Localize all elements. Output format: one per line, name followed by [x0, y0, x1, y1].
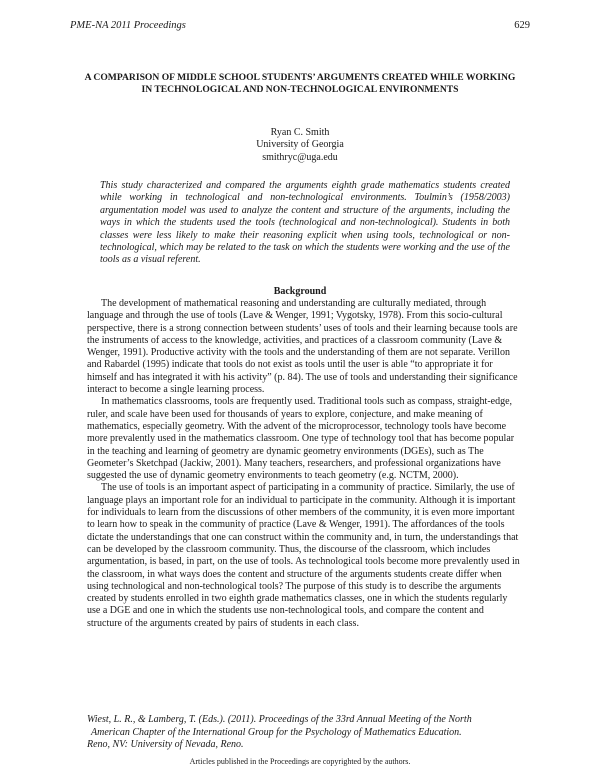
- citation-line: American Chapter of the International Group for the Psychology of Mathematics Education.: [91, 726, 462, 738]
- paragraph: The development of mathematical reasoning and understanding are culturally mediated, through language and through the use of tools (Lave & Wenger, 1991; Vygotsky, 1978). From this socio-cultural perspective, there is a strong connection between students’ uses of tools and their learning because tools are the instruments of access to the knowledge, activities, and practices of a classroom community (Lave & Wenger, 1991). Productive activity with the tools and the understanding of them are not separate. Verillon and Rabardel (1995) indicate that tools do not exist as tools until the user is able “to appropriate it for himself and has integrated it with his activity” (p. 84). The use of tools and understanding their significance interact to become a single learning process.: [87, 298, 518, 396]
- page-number: 629: [514, 20, 530, 31]
- copyright-footer: Articles published in the Proceedings are copyrighted by the authors.: [189, 757, 411, 766]
- body-text: [87, 298, 520, 630]
- proceedings-title: PME-NA 2011 Proceedings: [70, 20, 186, 31]
- author-name: Ryan C. Smith: [270, 127, 330, 138]
- author-affiliation: University of Georgia: [256, 139, 344, 151]
- paragraph: The use of tools is an important aspect of participating in a community of practice. Similarly, the use of language plays an important role for an individual to participate in the community. Although it is important for individuals to learn from the discussions of other members of the community, it is even more important to learn how to speak in the community of practice (Lave & Wenger, 1991). The affordances of the tools dictate the understandings that one can construct within the community and, in turn, the understandings that can be developed by the classroom community. Thus, the discourse of the classroom, which includes argumentation, is based, in part, on the use of tools. As technological tools become more prevalently used in the classroom, in what ways does the content and structure of the arguments students create differ when using technological and non-technological tools? The purpose of this study is to describe the arguments created by students enrolled in two eighth grade mathematics classes, one in which the students regularly use a DGE and one in which the students use non-technological tools, and compare the content and structure of the arguments created by pairs of students in each class.: [87, 482, 520, 629]
- section-heading: Background: [273, 286, 327, 297]
- author-block: [0, 127, 600, 164]
- running-header: [70, 20, 530, 34]
- citation-line: Reno, NV: University of Nevada, Reno.: [87, 739, 244, 750]
- citation: [87, 714, 520, 752]
- author-email: smithryc@uga.edu: [262, 151, 338, 163]
- abstract: This study characterized and compared the arguments eighth grade mathematics students created while working in technological and non-technological environments. Toulmin’s (1958/2003) argumentation model was used to analyze the content and structure of the arguments, including the ways in which the students used the tools (technological and non-technological). Students in both classes were less likely to make their reasoning explicit when using tools, technological or non-technological, which may be related to the task on which the students were working and the use of the tools as a visual referent.: [100, 180, 510, 266]
- paragraph: In mathematics classrooms, tools are frequently used. Traditional tools such as compass, straight-edge, ruler, and scale have been used for thousands of years to explore, conjecture, and make meaning of mathematics, especially geometry. With the advent of the microprocessor, technology tools have become more prevalently used in the mathematics classroom. One type of technology tool that has become popular in the teaching and learning of geometry are dynamic geometry environments (DGEs), such as The Geometer’s Sketchpad (Jackiw, 2001). Many teachers, researchers, and professional organizations have suggested the use of dynamic geometry environments to teach geometry (e.g. NCTM, 2000).: [87, 396, 515, 482]
- citation-line: Wiest, L. R., & Lamberg, T. (Eds.). (2011). Proceedings of the 33rd Annual Meeting of the North: [87, 714, 472, 725]
- paper-title: A COMPARISON OF MIDDLE SCHOOL STUDENTS’ ARGUMENTS CREATED WHILE WORKING IN TECHNOLOGICAL AND NON-TECHNOLOGICAL ENVIRONMENTS: [84, 72, 516, 95]
